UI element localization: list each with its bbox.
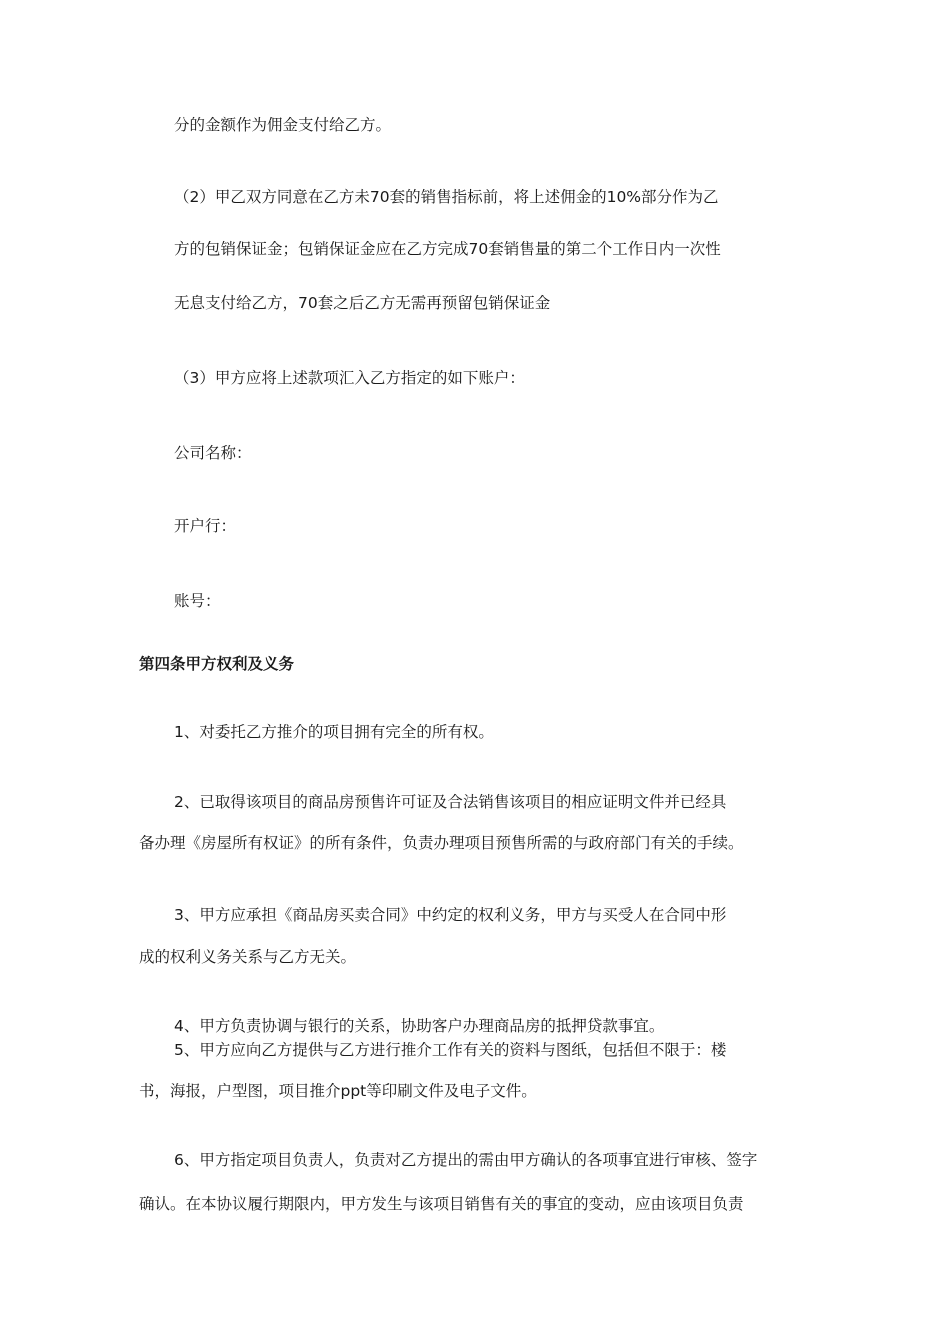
section-heading: 第四条甲方权利及义务 [139, 655, 295, 673]
paragraph-line: 4、甲方负责协调与银行的关系，协助客户办理商品房的抵押贷款事宜。 [174, 1017, 665, 1035]
bank-label: 开户行： [174, 517, 237, 535]
paragraph-line: 5、甲方应向乙方提供与乙方进行推介工作有关的资料与图纸，包括但不限于：楼 [174, 1041, 727, 1059]
paragraph-line: 分的金额作为佣金支付给乙方。 [174, 116, 392, 134]
paragraph-line: 备办理《房屋所有权证》的所有条件，负责办理项目预售所需的与政府部门有关的手续。 [139, 834, 744, 852]
paragraph-line: 3、甲方应承担《商品房买卖合同》中约定的权利义务，甲方与买受人在合同中形 [174, 906, 727, 924]
paragraph-line: 1、对委托乙方推介的项目拥有完全的所有权。 [174, 723, 494, 741]
paragraph-line: 无息支付给乙方，70套之后乙方无需再预留包销保证金 [174, 294, 551, 312]
paragraph-line: 成的权利义务关系与乙方无关。 [139, 948, 357, 966]
paragraph-line: 2、已取得该项目的商品房预售许可证及合法销售该项目的相应证明文件并已经具 [174, 793, 727, 811]
paragraph-line: 书，海报，户型图，项目推介ppt等印刷文件及电子文件。 [139, 1082, 537, 1100]
account-label: 账号： [174, 592, 221, 610]
company-name-label: 公司名称： [174, 444, 252, 462]
paragraph-line: （2）甲乙双方同意在乙方未70套的销售指标前，将上述佣金的10%部分作为乙 [174, 188, 719, 206]
paragraph-line: 确认。在本协议履行期限内，甲方发生与该项目销售有关的事宜的变动，应由该项目负责 [139, 1195, 744, 1213]
paragraph-line: （3）甲方应将上述款项汇入乙方指定的如下账户： [174, 369, 525, 387]
paragraph-line: 方的包销保证金；包销保证金应在乙方完成70套销售量的第二个工作日内一次性 [174, 240, 721, 258]
paragraph-line: 6、甲方指定项目负责人，负责对乙方提出的需由甲方确认的各项事宜进行审核、签字 [174, 1151, 758, 1169]
